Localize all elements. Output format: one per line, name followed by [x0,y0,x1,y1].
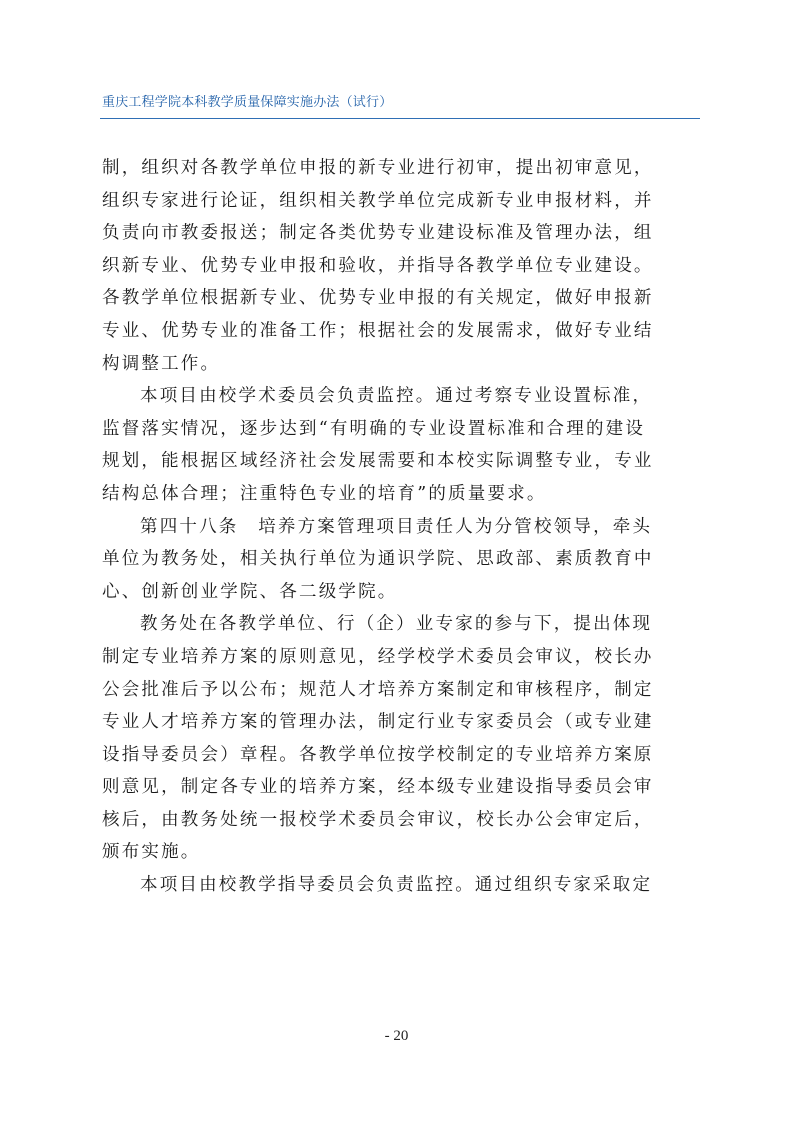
body-text [102,152,698,902]
text-line: 构调整工作。 [102,353,221,374]
text-line: 核后，由教务处统一报校学术委员会审议，校长办公会审定后， [102,809,654,830]
text-line: 第四十八条 培养方案管理项目责任人为分管校领导，牵头 [140,516,653,537]
text-line: 制定专业培养方案的原则意见，经学校学术委员会审议，校长办 [102,646,654,667]
text-line: 本项目由校学术委员会负责监控。通过考察专业设置标准， [140,386,653,407]
text-line: 组织专家进行论证，组织相关教学单位完成新专业申报材料，并 [102,190,654,211]
text-line: 教务处在各教学单位、行（企）业专家的参与下，提出体现 [140,614,653,635]
text-line: 织新专业、优势专业申报和验收，并指导各教学单位专业建设。 [102,255,654,276]
header-divider [100,118,700,119]
text-line: 负责向市教委报送；制定各类优势专业建设标准及管理办法，组 [102,223,654,244]
text-line: 公会批准后予以公布；规范人才培养方案制定和审核程序，制定 [102,679,654,700]
text-line: 监督落实情况，逐步达到“有明确的专业设置标准和合理的建设 [102,418,646,439]
text-line: 制，组织对各教学单位申报的新专业进行初审，提出初审意见， [102,158,654,178]
page-number: - 20 [384,1028,409,1044]
text-line: 专业、优势专业的准备工作；根据社会的发展需求，做好专业结 [102,320,654,341]
text-line: 单位为教务处，相关执行单位为通识学院、思政部、素质教育中 [102,549,654,570]
text-line: 本项目由校教学指导委员会负责监控。通过组织专家采取定 [140,875,653,896]
text-line: 规划，能根据区域经济社会发展需要和本校实际调整专业，专业 [102,451,654,472]
text-line: 结构总体合理；注重特色专业的培育”的质量要求。 [102,483,547,504]
text-line: 则意见，制定各专业的培养方案，经本级专业建设指导委员会审 [102,777,654,798]
text-line: 颁布实施。 [102,842,201,863]
text-line: 专业人才培养方案的管理办法，制定行业专家委员会（或专业建 [102,712,654,733]
text-line: 设指导委员会）章程。各教学单位按学校制定的专业培养方案原 [102,744,654,765]
text-line: 各教学单位根据新专业、优势专业申报的有关规定，做好申报新 [102,288,654,309]
document-title: 重庆工程学院本科教学质量保障实施办法（试行） [102,95,393,110]
running-header [100,94,700,119]
text-line: 心、创新创业学院、各二级学院。 [102,581,398,602]
